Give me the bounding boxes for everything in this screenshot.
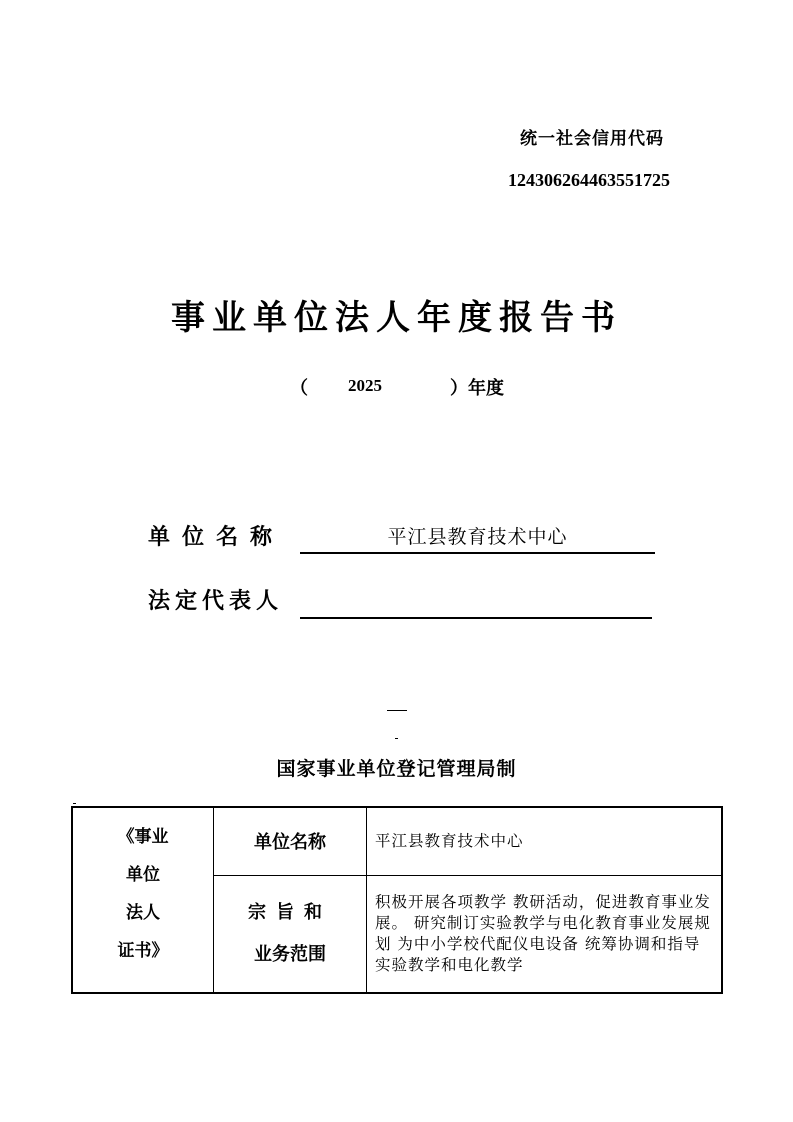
certificate-info-table (71, 806, 723, 994)
unit-name-underline (300, 552, 655, 554)
cert-line: 单位 (126, 865, 160, 885)
table-row (72, 807, 722, 875)
report-title: 事业单位法人年度报告书 (171, 298, 622, 338)
scope-label-line: 宗旨和 (248, 901, 332, 923)
year-close-label: ）年度 (450, 378, 504, 399)
unit-name-label: 单位名称 (148, 525, 285, 550)
scope-label-line: 业务范围 (254, 943, 326, 965)
year-value: 2025 (348, 376, 382, 395)
credit-code-value: 124306264463551725 (508, 170, 670, 190)
certificate-title-cell (72, 807, 214, 993)
year-open-paren: （ (290, 378, 308, 399)
credit-code-label: 统一社会信用代码 (520, 129, 664, 149)
divider-dash (387, 710, 407, 711)
unit-name-value: 平江县教育技术中心 (387, 526, 568, 548)
legal-rep-label: 法定代表人 (148, 589, 284, 614)
cert-line: 法人 (126, 903, 160, 923)
table-unit-name-value: 平江县教育技术中心 (367, 807, 723, 875)
table-corner-mark (73, 803, 76, 804)
table-scope-value: 积极开展各项教学 教研活动，促进教育事业发展。 研究制订实验教学与电化教育事业发展规划 为中小学校代配仪电设备 统筹协调和指导实验教学和电化教学 (367, 875, 723, 993)
legal-rep-underline (300, 617, 652, 619)
table-unit-name-label: 单位名称 (214, 807, 367, 875)
cert-line: 证书》 (117, 941, 169, 961)
cert-line: 《事业 (117, 827, 169, 847)
divider-dot (395, 738, 398, 739)
issuer-label: 国家事业单位登记管理局制 (276, 758, 517, 780)
table-scope-label (214, 875, 367, 993)
